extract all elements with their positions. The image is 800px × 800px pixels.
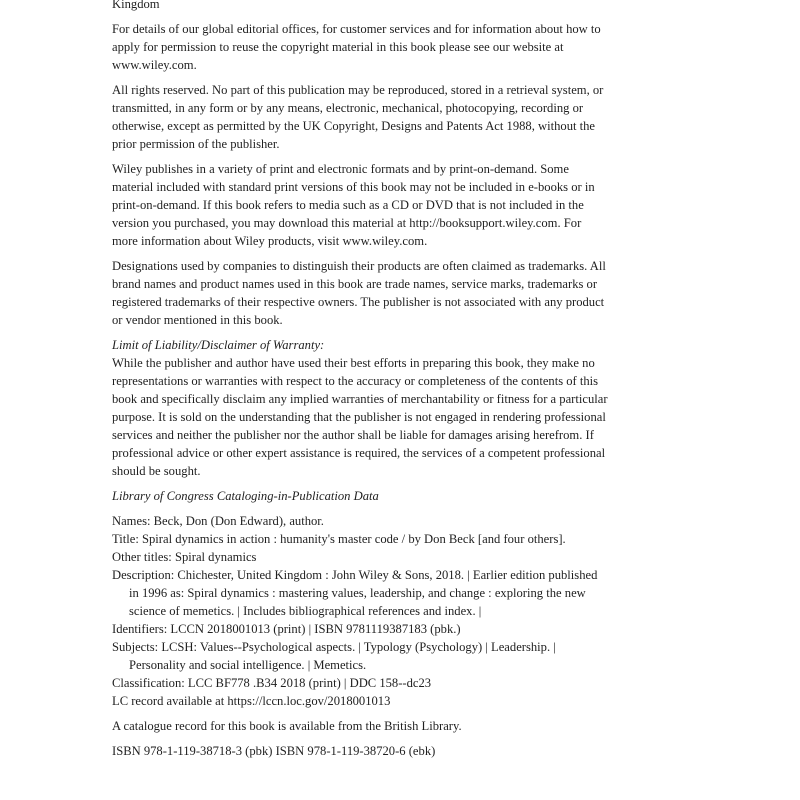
- text-line: print-on-demand. If this book refers to media such as a CD or DVD that is not included in the: [112, 198, 584, 212]
- isbn-line: ISBN 978-1-119-38718-3 (pbk) ISBN 978-1-119-38720-6 (ebk): [112, 744, 436, 758]
- liability-heading: Limit of Liability/Disclaimer of Warranty:: [112, 338, 325, 352]
- text-line: All rights reserved. No part of this publication may be reproduced, stored in a retrieval system, or: [112, 83, 604, 97]
- liability-section: [112, 336, 692, 480]
- editorial-offices-paragraph: [112, 20, 692, 74]
- text-line: transmitted, in any form or by any means, electronic, mechanical, photocopying, recording or: [112, 101, 584, 115]
- british-library-note: A catalogue record for this book is available from the British Library.: [112, 719, 462, 733]
- text-line: representations or warranties with respect to the accuracy or completeness of the contents of this: [112, 374, 599, 388]
- cip-entry: in 1996 as: Spiral dynamics : mastering values, leadership, and change : exploring the new: [129, 586, 586, 600]
- text-line: should be sought.: [112, 464, 201, 478]
- text-line: www.wiley.com.: [112, 58, 197, 72]
- cip-entry: Description: Chichester, United Kingdom : John Wiley & Sons, 2018. | Earlier edition published: [112, 568, 598, 582]
- text-line: otherwise, except as permitted by the UK Copyright, Designs and Patents Act 1988, without the: [112, 119, 596, 133]
- cip-entry: Subjects: LCSH: Values--Psychological aspects. | Typology (Psychology) | Leadership. |: [112, 640, 556, 654]
- text-line: version you purchased, you may download this material at http://booksupport.wiley.com. For: [112, 216, 582, 230]
- text-line: apply for permission to reuse the copyright material in this book please see our website at: [112, 40, 564, 54]
- text-line: prior permission of the publisher.: [112, 137, 280, 151]
- copyright-page: [112, 0, 692, 760]
- cip-entry: Classification: LCC BF778 .B34 2018 (print) | DDC 158--dc23: [112, 676, 432, 690]
- cip-entry: science of memetics. | Includes bibliographical references and index. |: [129, 604, 482, 618]
- text-line: For details of our global editorial offices, for customer services and for information about how to: [112, 22, 601, 36]
- text-line: registered trademarks of their respective owners. The publisher is not associated with any product: [112, 295, 605, 309]
- rights-reserved-paragraph: [112, 81, 692, 153]
- cip-entry: LC record available at https://lccn.loc.gov/2018001013: [112, 694, 391, 708]
- text-line: While the publisher and author have used their best efforts in preparing this book, they make no: [112, 356, 595, 370]
- cip-heading: Library of Congress Cataloging-in-Publication Data: [112, 489, 379, 503]
- text-line: book and specifically disclaim any implied warranties of merchantability or fitness for a particular: [112, 392, 608, 406]
- text-line: professional advice or other expert assistance is required, the services of a competent professional: [112, 446, 606, 460]
- text-line: material included with standard print versions of this book may not be included in e-books or in: [112, 180, 595, 194]
- cip-record: [112, 512, 692, 710]
- text-line: or vendor mentioned in this book.: [112, 313, 283, 327]
- text-line: brand names and product names used in this book are trade names, service marks, trademarks or: [112, 277, 598, 291]
- trademarks-paragraph: [112, 257, 692, 329]
- text-line: more information about Wiley products, visit www.wiley.com.: [112, 234, 428, 248]
- text-line: Designations used by companies to distinguish their products are often claimed as trademarks. All: [112, 259, 606, 273]
- cip-entry: Names: Beck, Don (Don Edward), author.: [112, 514, 324, 528]
- text-line: services and neither the publisher nor the author shall be liable for damages arising herefrom. If: [112, 428, 594, 442]
- formats-paragraph: [112, 160, 692, 250]
- cip-entry: Personality and social intelligence. | Memetics.: [129, 658, 367, 672]
- cip-entry: Identifiers: LCCN 2018001013 (print) | ISBN 9781119387183 (pbk.): [112, 622, 461, 636]
- location-tail: Kingdom: [112, 0, 160, 11]
- text-line: purpose. It is sold on the understanding that the publisher is not engaged in rendering professional: [112, 410, 606, 424]
- cip-entry: Title: Spiral dynamics in action : humanity's master code / by Don Beck [and four others].: [112, 532, 566, 546]
- cip-entry: Other titles: Spiral dynamics: [112, 550, 257, 564]
- text-line: Wiley publishes in a variety of print and electronic formats and by print-on-demand. Some: [112, 162, 569, 176]
